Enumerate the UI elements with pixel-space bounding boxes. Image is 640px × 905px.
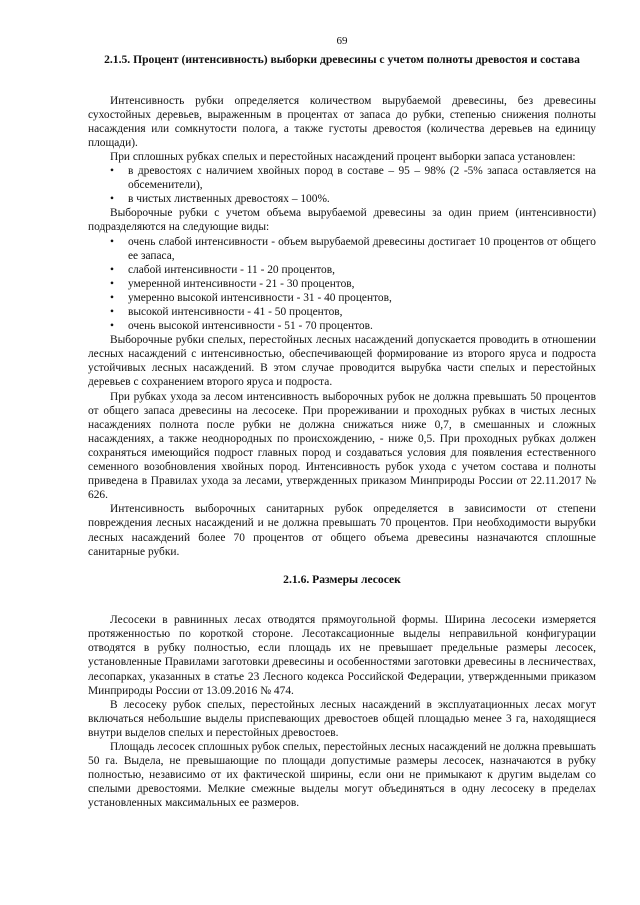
paragraph: Интенсивность выборочных санитарных рубок определяется в зависимости от степени повреждения лесных насаждений и не должна превышать 70 процентов. При необходимости вырубки лесных насаждений более 70 процентов от общего объема древесины назначаются сплошные санитарные рубки. <box>88 503 596 558</box>
paragraph: Выборочные рубки с учетом объема вырубаемой древесины за один прием (интенсивности) подразделяются на следующие виды: <box>88 207 596 234</box>
list-item: • слабой интенсивности - 11 - 20 процентов, <box>88 263 596 277</box>
section-title-2-1-5: 2.1.5. Процент (интенсивность) выборки древесины с учетом полноты древостоя и состава <box>104 53 580 67</box>
page-number: 69 <box>336 35 348 47</box>
section-title-2-1-6: 2.1.6. Размеры лесосек <box>283 572 401 586</box>
list-item: • очень слабой интенсивности - объем вырубаемой древесины достигает 10 процентов от общего ее запаса, <box>88 235 596 263</box>
list-item: • очень высокой интенсивности - 51 - 70 процентов. <box>88 319 596 333</box>
list-item: • умеренной интенсивности - 21 - 30 процентов, <box>88 277 596 291</box>
paragraph: Лесосеки в равнинных лесах отводятся прямоугольной формы. Ширина лесосеки измеряется протяженностью по короткой стороне. Лесотаксационные выделы неправильной конфигурации отводятся в рубку полностью, если площадь их не превышает предельные размеры лесосек, установленные Правилами заготовки древесины и особенностями заготовки древесины в лесничествах, лесопарках, указанных в статье 23 Лесного кодекса Российской Федерации, утвержденными приказом Минприроды России от 13.09.2016 № 474. <box>88 614 596 697</box>
list-item: • в древостоях с наличием хвойных пород в составе – 95 – 98% (2 -5% запаса оставляется на обсеменители), <box>88 164 596 192</box>
paragraph: Интенсивность рубки определяется количеством вырубаемой древесины, без древесины сухостойных деревьев, выраженным в процентах от запаса до рубки, степенью снижения полноты насаждения или сомкнутости полога, а также густоты древостоя (количества деревьев на единицу площади). <box>88 94 596 149</box>
paragraph: Площадь лесосек сплошных рубок спелых, перестойных лесных насаждений не должна превышать 50 га. Выдела, не превышающие по площади допустимые размеры лесосек, назначаются в рубку полностью, независимо от их фактической ширины, если они не примыкают к другим выделам со спелыми древостоями. Мелкие смежные выделы могут объединяться в одну лесосеку в пределах установленных максимальных ее размеров. <box>88 741 596 810</box>
paragraph: При рубках ухода за лесом интенсивность выборочных рубок не должна превышать 50 процентов от общего запаса древесины на лесосеке. При прореживании и проходных рубках в чистых лесных насаждениях полнота после рубки не должна снижаться ниже 0,7, в смешанных и сложных насаждениях, а также неоднородных по происхождению, - ниже 0,5. При проходных рубках должен сохраняться имеющийся подрост главных пород и создаваться условия для появления естественного семенного возобновления хвойных пород. Интенсивность рубок ухода с учетом состава и полноты приведена в Правилах ухода за лесами, утвержденных приказом Минприроды России от 22.11.2017 № 626. <box>88 390 596 502</box>
list-item: • высокой интенсивности - 41 - 50 процентов, <box>88 305 596 319</box>
list-item: • в чистых лиственных древостоях – 100%. <box>88 192 596 206</box>
paragraph: В лесосеку рубок спелых, перестойных лесных насаждений в эксплуатационных лесах могут включаться небольшие выделы приспевающих древостоев общей площадью менее 3 га, находящиеся внутри выделов спелых и перестойных древостоев. <box>88 698 596 739</box>
bullet-list <box>88 235 596 334</box>
list-item: • умеренно высокой интенсивности - 31 - 40 процентов, <box>88 291 596 305</box>
paragraph: Выборочные рубки спелых, перестойных лесных насаждений допускается проводить в отношении лесных насаждений с интенсивностью, обеспечивающей формирование из второго яруса и подроста устойчивых лесных насаждений. В этом случае проводится вырубка части спелых и перестойных деревьев с сохранением второго яруса и подроста. <box>88 334 596 389</box>
bullet-list <box>88 164 596 206</box>
paragraph: При сплошных рубках спелых и перестойных насаждений процент выборки запаса установлен: <box>110 150 576 163</box>
